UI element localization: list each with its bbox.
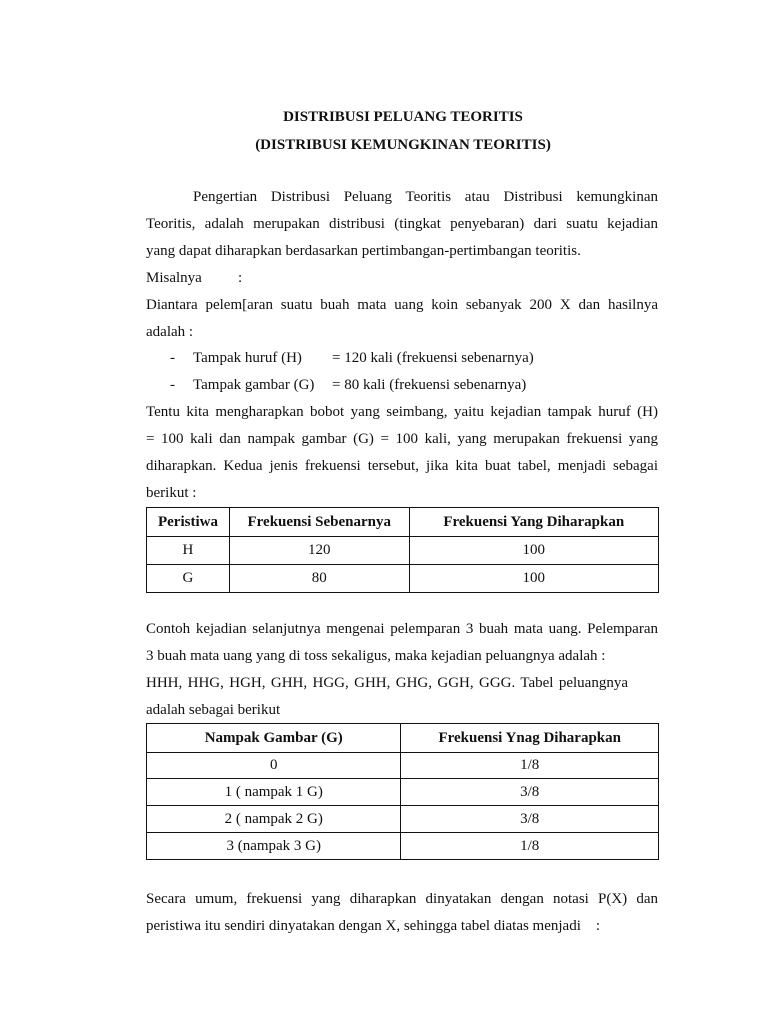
- paragraph-line: berikut :: [146, 485, 197, 501]
- paragraph-line: yang dapat diharapkan berdasarkan pertimbangan-pertimbangan teoritis.: [146, 243, 581, 259]
- doc-subtitle: (DISTRIBUSI KEMUNGKINAN TEORITIS): [255, 137, 551, 153]
- table-cell: 2 ( nampak 2 G): [147, 806, 401, 833]
- table-cell: G: [147, 565, 230, 593]
- paragraph-line: Secara umum, frekuensi yang diharapkan dinyatakan dengan notasi P(X) dan: [146, 891, 658, 907]
- table-cell: 80: [229, 565, 409, 593]
- paragraph-line: Teoritis, adalah merupakan distribusi (tingkat penyebaran) dari suatu kejadian: [146, 216, 658, 232]
- table-row: [147, 806, 659, 833]
- paragraph-line: Tentu kita mengharapkan bobot yang seimbang, yaitu kejadian tampak huruf (H): [146, 404, 658, 420]
- paragraph-line: adalah :: [146, 324, 194, 340]
- table-header-row: [147, 724, 659, 753]
- bullet-dash: -: [170, 350, 175, 366]
- table-row: [147, 565, 659, 593]
- frequency-table: [146, 507, 659, 593]
- example-label: Misalnya: [146, 270, 202, 286]
- table-cell: 100: [409, 565, 658, 593]
- probability-table: [146, 723, 659, 860]
- table-cell: 120: [229, 537, 409, 565]
- paragraph-line: 3 buah mata uang yang di toss sekaligus, maka kejadian peluangnya adalah :: [146, 648, 606, 664]
- paragraph-line: Pengertian Distribusi Peluang Teoritis atau Distribusi kemungkinan: [193, 189, 658, 205]
- table-cell: 3/8: [401, 779, 659, 806]
- table-header-cell: Frekuensi Ynag Diharapkan: [401, 724, 659, 753]
- paragraph-line: peristiwa itu sendiri dinyatakan dengan X, sehingga tabel diatas menjadi :: [146, 918, 601, 934]
- table-header-cell: Nampak Gambar (G): [147, 724, 401, 753]
- paragraph-line: adalah sebagai berikut: [146, 702, 281, 718]
- table-cell: 3/8: [401, 806, 659, 833]
- table-cell: 0: [147, 753, 401, 779]
- paragraph-line: = 100 kali dan nampak gambar (G) = 100 kali, yang merupakan frekuensi yang: [146, 431, 658, 447]
- table-header-cell: Frekuensi Sebenarnya: [229, 508, 409, 537]
- paragraph-line: HHH, HHG, HGH, GHH, HGG, GHH, GHG, GGH, GGG. Tabel peluangnya: [146, 675, 628, 691]
- table-header-cell: Peristiwa: [147, 508, 230, 537]
- table-row: [147, 833, 659, 860]
- table-row: [147, 779, 659, 806]
- table-row: [147, 753, 659, 779]
- table-cell: 1 ( nampak 1 G): [147, 779, 401, 806]
- bullet-value: = 120 kali (frekuensi sebenarnya): [332, 350, 534, 366]
- table-header-cell: Frekuensi Yang Diharapkan: [409, 508, 658, 537]
- bullet-label: Tampak huruf (H): [193, 350, 302, 366]
- table-row: [147, 537, 659, 565]
- table-header-row: [147, 508, 659, 537]
- table-cell: 100: [409, 537, 658, 565]
- bullet-dash: -: [170, 377, 175, 393]
- table-cell: 1/8: [401, 833, 659, 860]
- example-colon: :: [238, 270, 243, 286]
- table-cell: 1/8: [401, 753, 659, 779]
- doc-title: DISTRIBUSI PELUANG TEORITIS: [283, 109, 523, 125]
- table-cell: 3 (nampak 3 G): [147, 833, 401, 860]
- paragraph-line: diharapkan. Kedua jenis frekuensi tersebut, jika kita buat tabel, menjadi sebagai: [146, 458, 658, 474]
- table-cell: H: [147, 537, 230, 565]
- bullet-value: = 80 kali (frekuensi sebenarnya): [332, 377, 527, 393]
- paragraph-line: Contoh kejadian selanjutnya mengenai pelemparan 3 buah mata uang. Pelemparan: [146, 621, 658, 637]
- paragraph-line: Diantara pelem[aran suatu buah mata uang koin sebanyak 200 X dan hasilnya: [146, 297, 658, 313]
- bullet-label: Tampak gambar (G): [193, 377, 315, 393]
